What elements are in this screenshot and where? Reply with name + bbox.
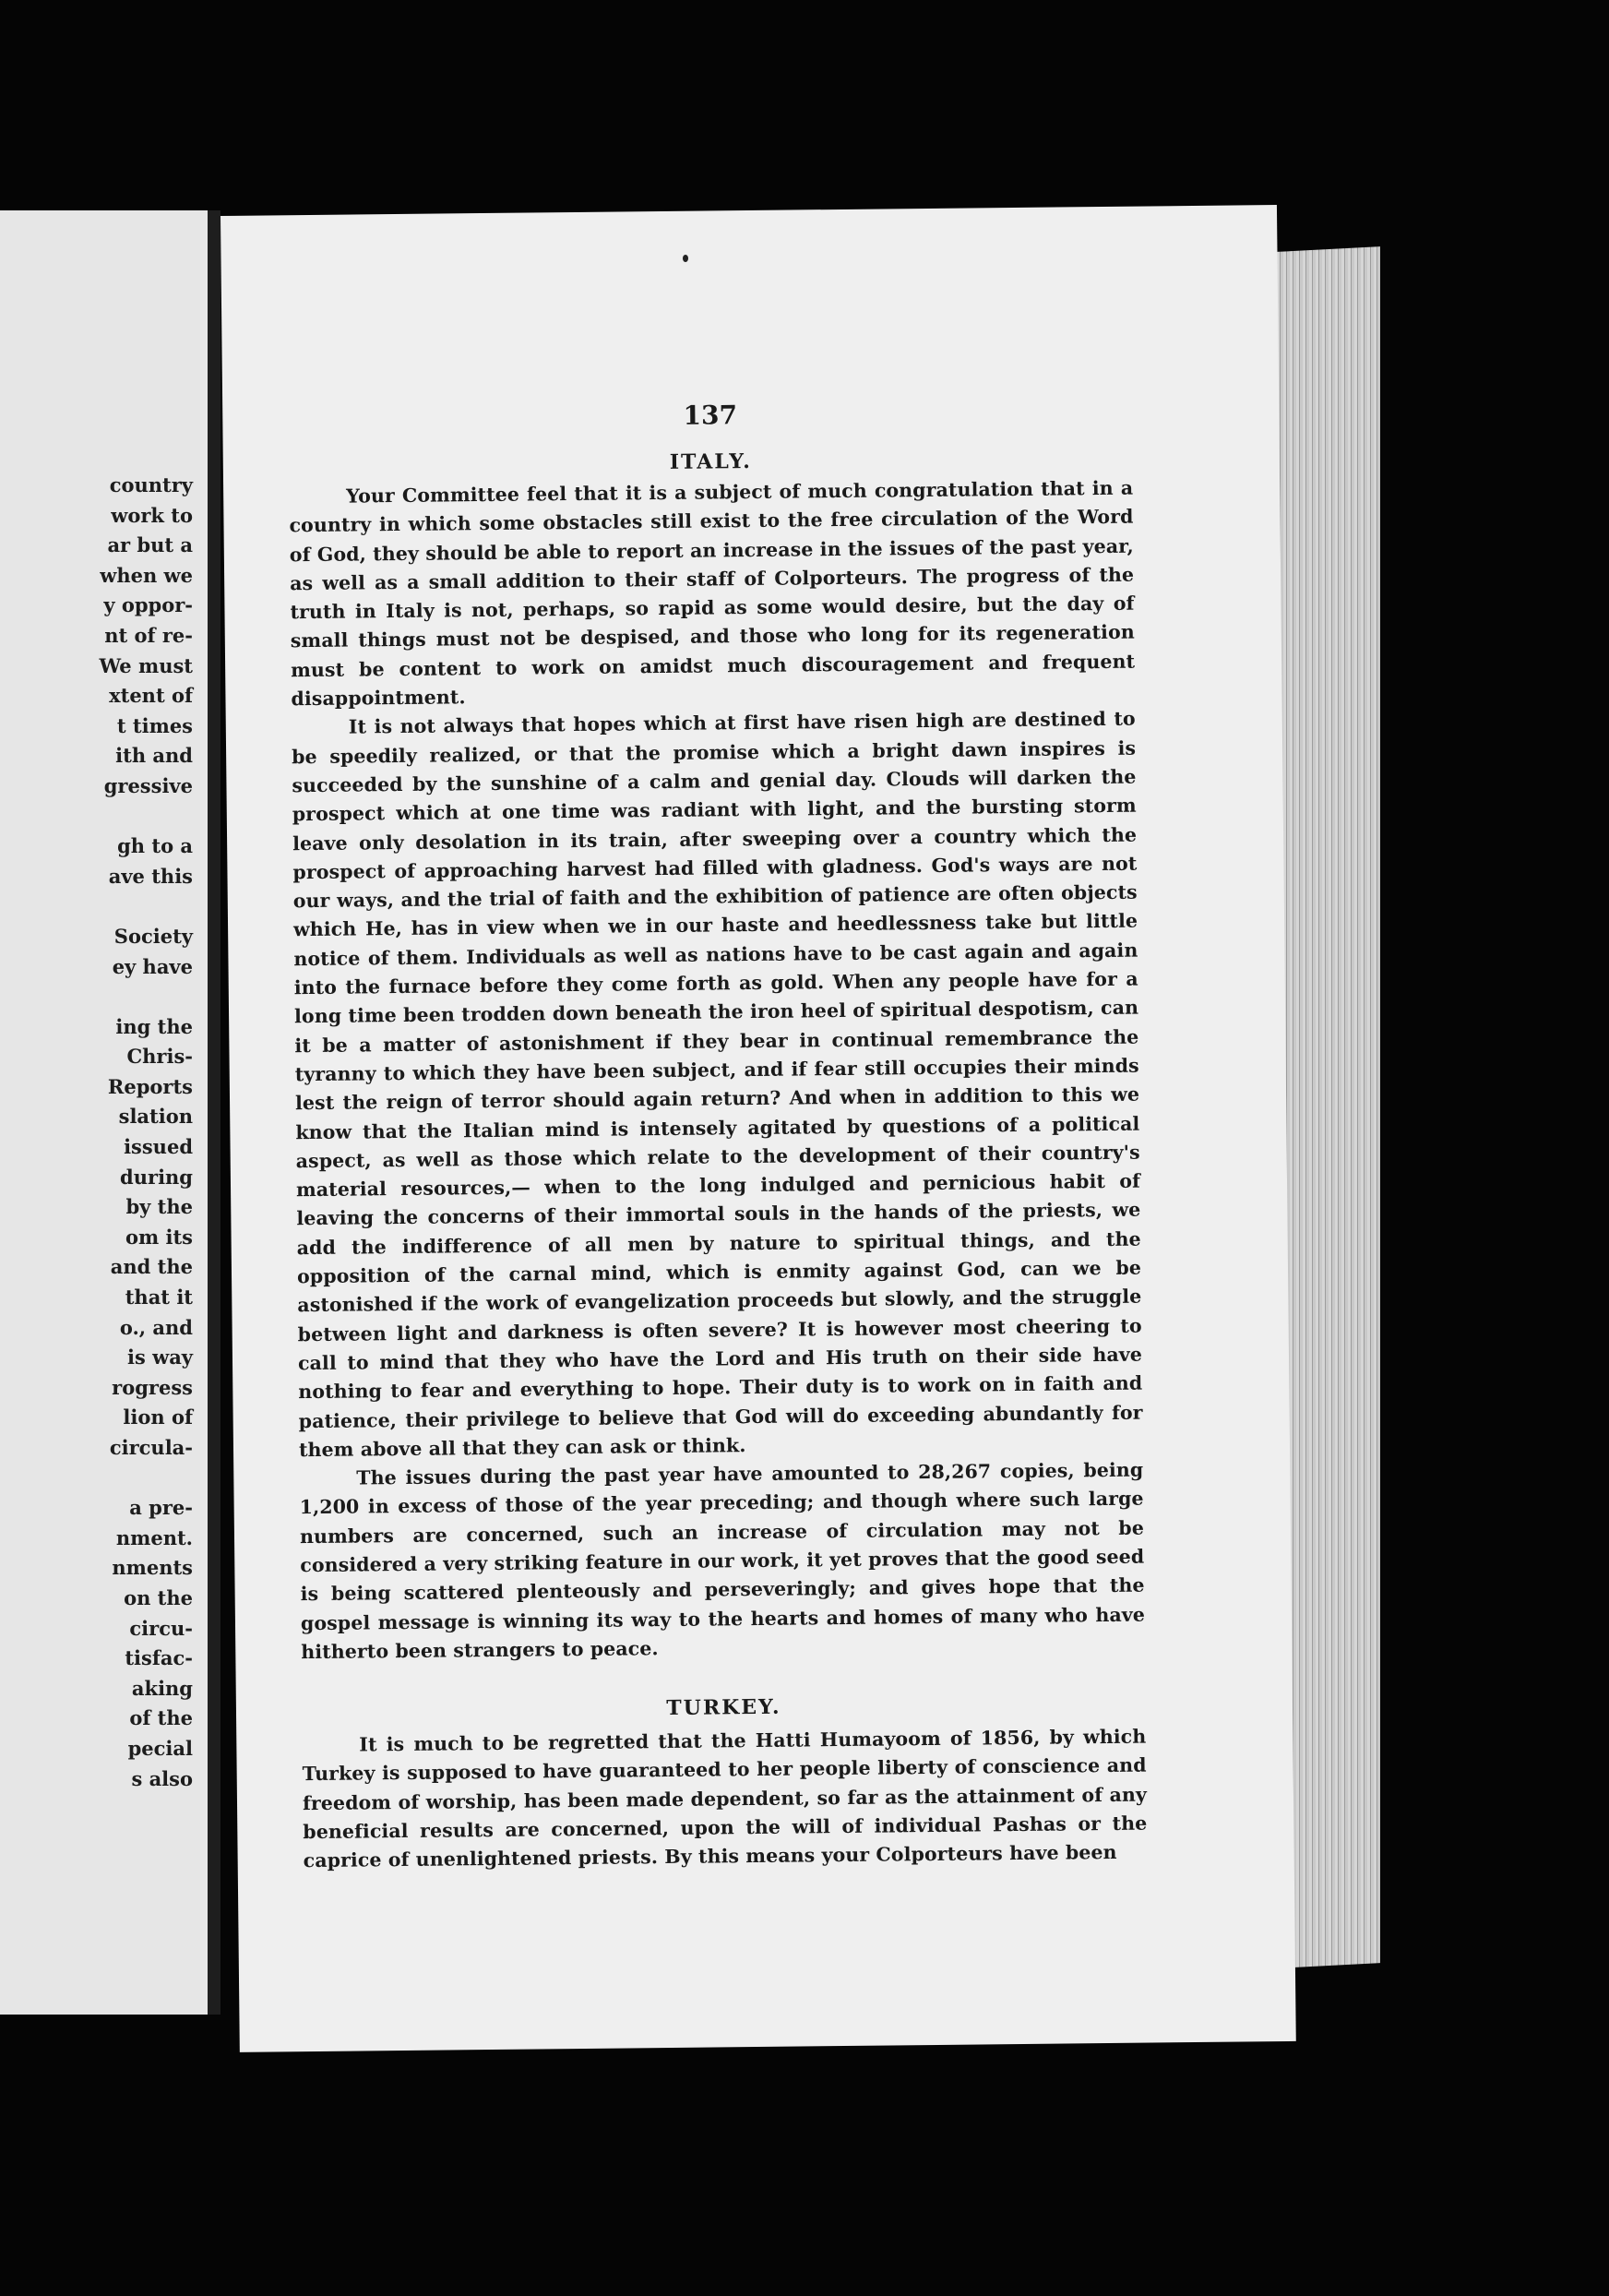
left-fragment-line: nments [112, 1556, 193, 1580]
left-fragment-line: rogress [112, 1375, 193, 1399]
left-page-text-fragments [99, 471, 193, 1794]
left-fragment-line: that it [125, 1286, 193, 1309]
left-fragment-line: ave this [108, 864, 193, 888]
turkey-paragraph-1: It is much to be regretted that the Hatti Humayoom of 1856, by which Turkey is supposed to have guaranteed to her people liberty of conscience and freedom of worship, has been made dependent, so far as the attainment of any beneficial results are concerned, upon the will of individual Pashas or the caprice of unenlightened priests. By this means your Colporteurs have been [302, 1725, 1148, 1872]
italy-paragraph-3: The issues during the past year have amounted to 28,267 copies, being 1,200 in excess of those of the year preceding; and though where such large numbers are concerned, such an increase of circulation may not be considered a very striking feature in our work, it yet proves that the good seed is being scattered plenteously and perseveringly; and gives hope that the gospel message is winning its way to the hearts and homes of many who have hitherto been strangers to peace. [299, 1458, 1146, 1664]
left-fragment-line: on the [124, 1585, 193, 1609]
left-fragment-line: circu- [129, 1616, 193, 1640]
section-title-turkey: TURKEY. [666, 1694, 781, 1721]
left-fragment-line: and the [110, 1255, 193, 1279]
left-fragment-line: ar but a [107, 533, 193, 557]
left-fragment-line: tisfac- [125, 1646, 193, 1670]
left-fragment-line: circula- [109, 1436, 193, 1459]
left-fragment-line: work to [111, 503, 193, 527]
left-fragment-line: during [120, 1165, 193, 1189]
left-fragment-line: ith and [115, 744, 193, 768]
page-text [288, 393, 1148, 1876]
left-fragment-line [99, 891, 193, 922]
left-fragment-line [99, 802, 193, 832]
left-fragment-line: Society [113, 924, 193, 948]
left-fragment-line: gh to a [117, 834, 193, 858]
left-fragment-line: country [109, 473, 193, 496]
book-gutter [208, 210, 220, 2015]
left-page [0, 210, 213, 2015]
left-fragment-line: We must [99, 653, 193, 677]
left-fragment-line: xtent of [109, 684, 193, 708]
italy-paragraph-1: Your Committee feel that it is a subject of much congratulation that in a country in which some obstacles still exist to the free circulation of the Word of God, they should be able to report an increase in the issues of the past year, as well as a small addition to their staff of Colporteurs. The progress of the truth in Italy is not, perhaps, so rapid as some would desire, but the day of small things must not be despised, and those who long for its regeneration must be content to work on amidst much discouragement and frequent disappointment. [289, 476, 1136, 711]
section-title-italy: ITALY. [669, 448, 753, 474]
left-fragment-line: t times [116, 713, 193, 737]
left-fragment-line: nment. [115, 1525, 193, 1549]
left-fragment-line: of the [129, 1706, 193, 1730]
left-fragment-line: when we [100, 563, 193, 587]
left-fragment-line: gressive [103, 773, 193, 797]
ink-dot-mark [683, 255, 688, 262]
left-fragment-line [99, 1464, 193, 1494]
left-fragment-line: ing the [115, 1014, 193, 1038]
left-fragment-line: o., and [119, 1315, 193, 1339]
right-page [220, 205, 1296, 2052]
left-fragment-line: y oppor- [103, 593, 193, 617]
left-fragment-line: by the [125, 1195, 193, 1219]
left-fragment-line: issued [124, 1135, 193, 1159]
left-fragment-line: is way [127, 1345, 193, 1369]
left-fragment-line: s also [131, 1766, 193, 1790]
left-fragment-line: aking [131, 1676, 193, 1700]
left-fragment-line: pecial [127, 1736, 193, 1760]
left-fragment-line: nt of re- [104, 623, 193, 647]
left-fragment-line: Reports [107, 1074, 193, 1098]
left-fragment-line: lion of [123, 1405, 193, 1429]
left-fragment-line: ey have [112, 954, 193, 978]
left-fragment-line: a pre- [129, 1496, 193, 1520]
page-number: 137 [683, 400, 738, 431]
italy-paragraph-2: It is not always that hopes which at first have risen high are destined to be speedily realized, or that the promise which a bright dawn inspires is succeeded by the sunshine of a calm and genial day. Clouds will darken the prospect which at one time was radiant with light, and the bursting storm leave only desolation in its train, after sweeping over a country which the prospect of approaching harvest had filled with gladness. God's ways are not our ways, and the trial of faith and the exhibition of patience are often objects which He, has in view when we in our haste and heedlessness take but little notice of them. Individuals as well as nations have to be cast again and again into the furnace before they come forth as gold. When any people have for a long time been trodden down beneath the iron heel of spiritual despotism, can it be a matter of astonishment if they bear in continual remembrance the tyranny to which they have been subject, and if fear still occupies their minds lest the reign of terror should again return? And when in addition to this we know that the Italian mind is intensely agitated by questions of a political aspect, as well as those which relate to the development of their country's material resources,— when to the long indulged and pernicious habit of leaving the concerns of their immortal souls in the hands of the priests, we add the indifference of all men by nature to spiritual things, and the opposition of the carnal mind, which is enmity against God, can we be astonished if the work of evangelization proceeds but slowly, and the struggle between light and darkness is often severe? It is however most cheering to call to mind that they who have the Lord and His truth on their side have nothing to fear and everything to hope. Their duty is to work on in faith and patience, their privilege to believe that God will do exceeding abundantly for them above all that they can ask or think. [292, 708, 1143, 1461]
left-fragment-line: om its [125, 1225, 193, 1249]
left-fragment-line [99, 982, 193, 1012]
left-fragment-line: Chris- [126, 1045, 193, 1069]
left-fragment-line: slation [118, 1105, 193, 1129]
